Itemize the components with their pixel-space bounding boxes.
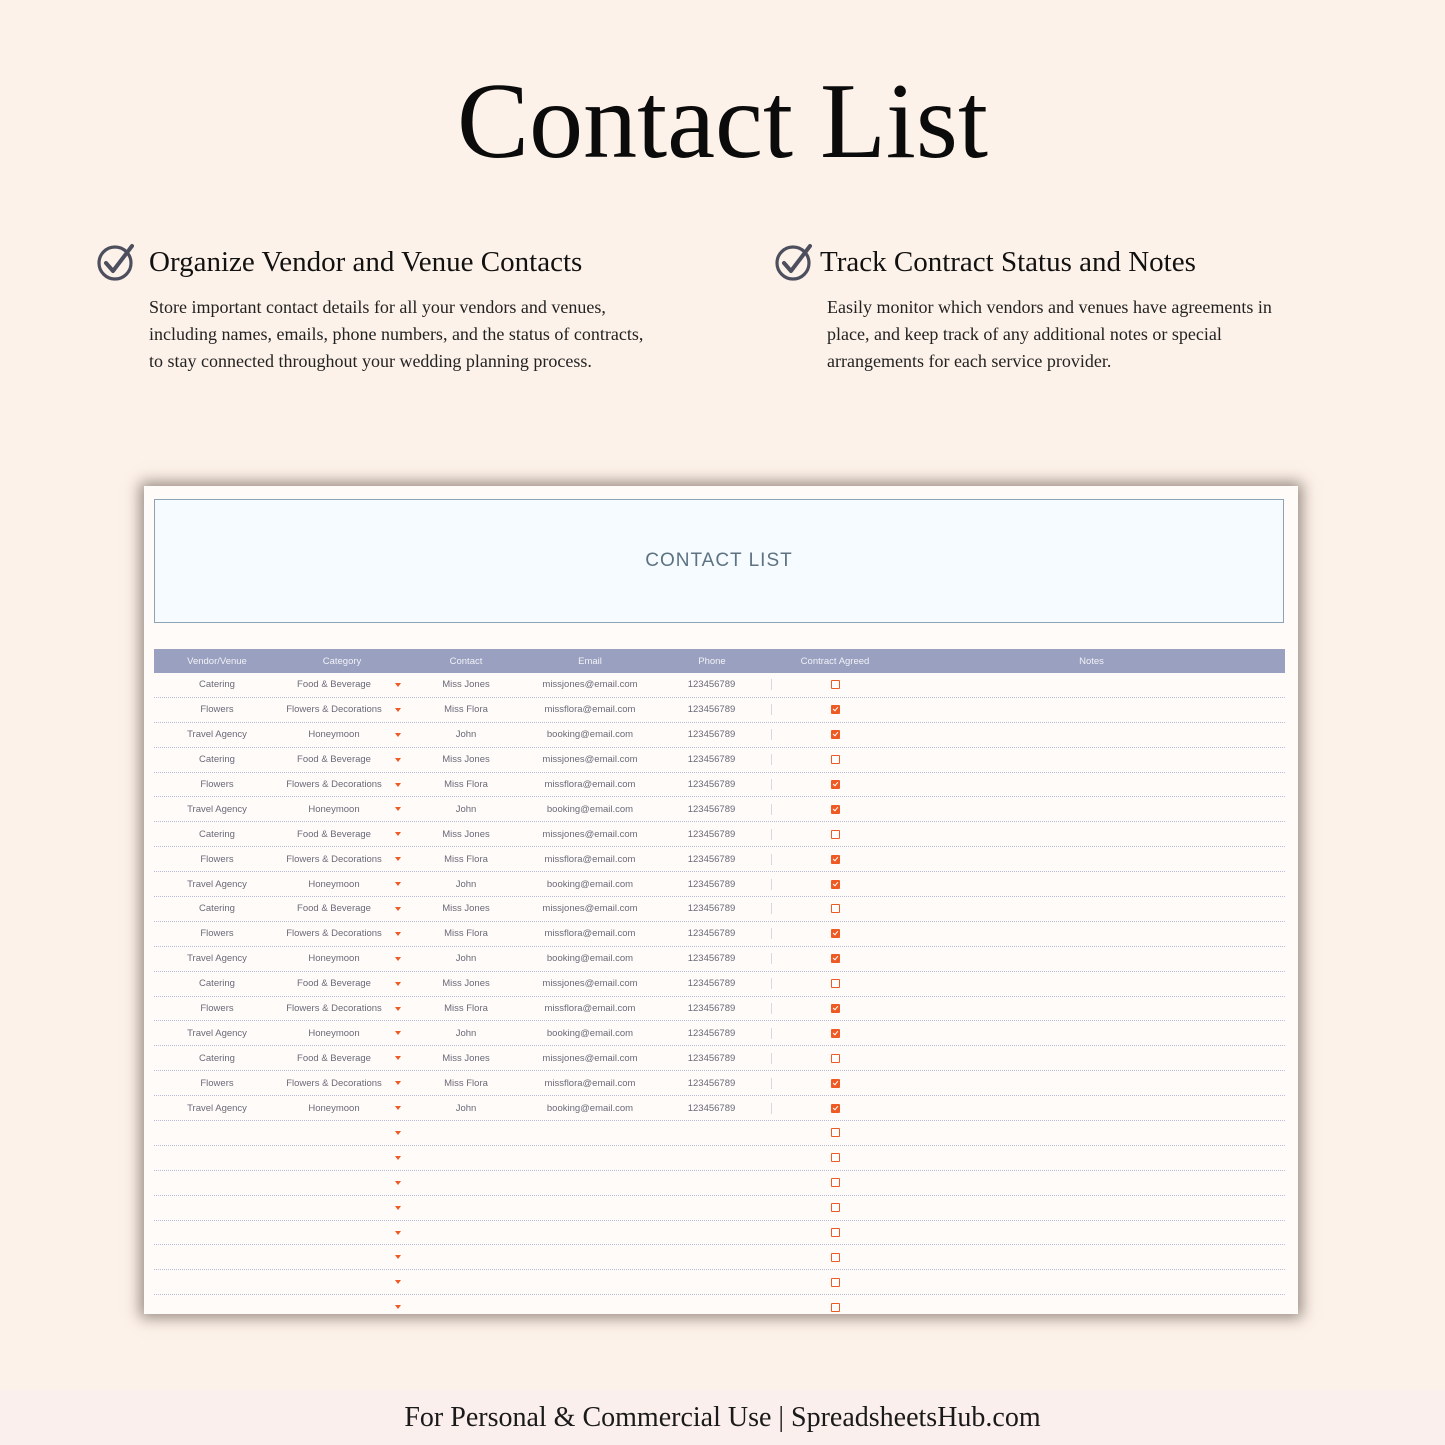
column-header-email[interactable]: Email xyxy=(578,655,602,667)
category-value: Flowers & Decorations xyxy=(286,1077,382,1089)
table-row xyxy=(154,1071,1285,1096)
vendor-cell[interactable]: Travel Agency xyxy=(187,1102,247,1114)
category-dropdown[interactable] xyxy=(280,903,404,914)
contract-agreed-cell xyxy=(772,1302,898,1313)
phone-cell[interactable]: 123456789 xyxy=(652,829,772,840)
phone-cell[interactable]: 123456789 xyxy=(652,978,772,989)
phone-cell[interactable]: 123456789 xyxy=(652,1053,772,1064)
contract-agreed-checkbox[interactable] xyxy=(831,705,840,714)
column-header-notes[interactable]: Notes xyxy=(1079,655,1104,667)
table-row xyxy=(154,723,1285,748)
phone-cell[interactable]: 123456789 xyxy=(652,779,772,790)
contract-agreed-checkbox[interactable] xyxy=(831,979,840,988)
check-circle-icon xyxy=(774,242,814,282)
category-value: Food & Beverage xyxy=(297,978,371,990)
table-row xyxy=(154,847,1285,872)
email-cell[interactable]: booking@email.com xyxy=(546,729,634,741)
contract-agreed-checkbox[interactable] xyxy=(831,780,840,789)
vendor-cell[interactable]: Catering xyxy=(199,754,235,766)
phone-cell[interactable]: 123456789 xyxy=(652,704,772,715)
contract-agreed-checkbox[interactable] xyxy=(831,1029,840,1038)
category-value: Food & Beverage xyxy=(297,754,371,766)
vendor-cell[interactable]: Catering xyxy=(199,828,235,840)
table-row xyxy=(154,922,1285,947)
contact-cell[interactable]: John xyxy=(455,1102,477,1114)
dropdown-arrow-icon[interactable] xyxy=(395,1106,401,1110)
contract-agreed-cell xyxy=(772,1028,898,1039)
category-dropdown[interactable] xyxy=(280,1127,404,1138)
contract-agreed-cell xyxy=(772,679,898,690)
dropdown-arrow-icon[interactable] xyxy=(395,683,401,687)
vendor-cell[interactable]: Flowers xyxy=(200,928,234,940)
category-dropdown[interactable] xyxy=(280,1078,404,1089)
contract-agreed-checkbox[interactable] xyxy=(831,929,840,938)
phone-cell[interactable]: 123456789 xyxy=(652,879,772,890)
table-row xyxy=(154,1295,1285,1314)
contract-agreed-checkbox[interactable] xyxy=(831,1153,840,1162)
category-dropdown[interactable] xyxy=(280,1053,404,1064)
email-cell[interactable]: missjones@email.com xyxy=(542,1052,638,1064)
contract-agreed-cell xyxy=(772,928,898,939)
dropdown-arrow-icon[interactable] xyxy=(395,932,401,936)
phone-cell[interactable]: 123456789 xyxy=(652,928,772,939)
category-dropdown[interactable] xyxy=(280,779,404,790)
contract-agreed-checkbox[interactable] xyxy=(831,1079,840,1088)
table-row xyxy=(154,698,1285,723)
dropdown-arrow-icon[interactable] xyxy=(395,758,401,762)
contract-agreed-cell xyxy=(772,754,898,765)
vendor-cell[interactable]: Catering xyxy=(199,1052,235,1064)
category-value: Flowers & Decorations xyxy=(286,704,382,716)
contract-agreed-cell xyxy=(772,704,898,715)
category-dropdown[interactable] xyxy=(280,1277,404,1288)
table-row xyxy=(154,1171,1285,1196)
contract-agreed-checkbox[interactable] xyxy=(831,904,840,913)
contract-agreed-cell xyxy=(772,879,898,890)
contract-agreed-cell xyxy=(772,1053,898,1064)
contract-agreed-checkbox[interactable] xyxy=(831,1253,840,1262)
email-cell[interactable]: missflora@email.com xyxy=(544,779,636,790)
table-row xyxy=(154,773,1285,798)
feature-track-contracts xyxy=(774,242,1334,382)
category-dropdown[interactable] xyxy=(280,704,404,715)
category-dropdown[interactable] xyxy=(280,1152,404,1163)
table-row xyxy=(154,748,1285,773)
dropdown-arrow-icon[interactable] xyxy=(395,907,401,911)
vendor-cell[interactable]: Catering xyxy=(199,978,235,990)
phone-cell[interactable]: 123456789 xyxy=(652,754,772,765)
contact-cell[interactable]: John xyxy=(455,1027,477,1039)
vendor-cell[interactable]: Travel Agency xyxy=(187,878,247,890)
contract-agreed-cell xyxy=(772,1003,898,1014)
table-row xyxy=(154,997,1285,1022)
contract-agreed-checkbox[interactable] xyxy=(831,1054,840,1063)
table-row xyxy=(154,1245,1285,1270)
category-dropdown[interactable] xyxy=(280,729,404,740)
dropdown-arrow-icon[interactable] xyxy=(395,1081,401,1085)
contact-cell[interactable]: Miss Flora xyxy=(444,1003,488,1015)
contact-cell[interactable]: Miss Flora xyxy=(444,928,488,940)
contract-agreed-cell xyxy=(772,1252,898,1263)
contact-cell[interactable]: Miss Jones xyxy=(442,1052,490,1064)
dropdown-arrow-icon[interactable] xyxy=(395,1206,401,1210)
table-row xyxy=(154,1146,1285,1171)
contract-agreed-cell xyxy=(772,829,898,840)
email-cell[interactable]: booking@email.com xyxy=(546,878,634,890)
dropdown-arrow-icon[interactable] xyxy=(395,783,401,787)
table-row xyxy=(154,1021,1285,1046)
contract-agreed-checkbox[interactable] xyxy=(831,830,840,839)
category-value: Flowers & Decorations xyxy=(286,1003,382,1015)
contract-agreed-cell xyxy=(772,978,898,989)
contract-agreed-cell xyxy=(772,854,898,865)
phone-cell[interactable]: 123456789 xyxy=(652,1028,772,1039)
category-dropdown[interactable] xyxy=(280,1202,404,1213)
phone-cell[interactable]: 123456789 xyxy=(652,1003,772,1014)
category-dropdown[interactable] xyxy=(280,928,404,939)
category-dropdown[interactable] xyxy=(280,754,404,765)
category-value: Flowers & Decorations xyxy=(286,928,382,940)
feature-organize-contacts xyxy=(96,242,656,412)
category-dropdown[interactable] xyxy=(280,1028,404,1039)
email-cell[interactable]: missjones@email.com xyxy=(542,754,638,766)
phone-cell[interactable]: 123456789 xyxy=(652,1078,772,1089)
contract-agreed-cell xyxy=(772,1127,898,1138)
vendor-cell[interactable]: Travel Agency xyxy=(187,1027,247,1039)
contract-agreed-cell xyxy=(772,1177,898,1188)
footer: For Personal & Commercial Use | SpreadsheetsHub.com xyxy=(0,1390,1445,1445)
table-row xyxy=(154,822,1285,847)
feature-description: Store important contact details for all your vendors and venues, including names, emails, phone numbers, and the status of contracts, to stay connected throughout your wedding planning process. xyxy=(149,297,644,371)
category-dropdown[interactable] xyxy=(280,1227,404,1238)
contract-agreed-cell xyxy=(772,1078,898,1089)
contract-agreed-checkbox[interactable] xyxy=(831,805,840,814)
phone-cell[interactable]: 123456789 xyxy=(652,804,772,815)
contract-agreed-checkbox[interactable] xyxy=(831,855,840,864)
table-row xyxy=(154,1196,1285,1221)
contract-agreed-cell xyxy=(772,1227,898,1238)
phone-cell[interactable]: 123456789 xyxy=(652,854,772,865)
contact-cell[interactable]: John xyxy=(455,803,477,815)
table-row xyxy=(154,897,1285,922)
category-dropdown[interactable] xyxy=(280,679,404,690)
dropdown-arrow-icon[interactable] xyxy=(395,1156,401,1160)
dropdown-arrow-icon[interactable] xyxy=(395,1131,401,1135)
phone-cell[interactable]: 123456789 xyxy=(652,729,772,740)
contract-agreed-checkbox[interactable] xyxy=(831,1203,840,1212)
contract-agreed-checkbox[interactable] xyxy=(831,1178,840,1187)
category-value: Food & Beverage xyxy=(297,1052,371,1064)
table-row xyxy=(154,947,1285,972)
email-cell[interactable]: missflora@email.com xyxy=(544,704,636,716)
contract-agreed-cell xyxy=(772,953,898,964)
category-value: Flowers & Decorations xyxy=(286,853,382,865)
category-value: Food & Beverage xyxy=(297,679,371,691)
contact-cell[interactable]: Miss Jones xyxy=(442,754,490,766)
vendor-cell[interactable]: Catering xyxy=(199,679,235,691)
table-header xyxy=(154,649,1285,673)
dropdown-arrow-icon[interactable] xyxy=(395,1305,401,1309)
email-cell[interactable]: booking@email.com xyxy=(546,953,634,965)
table-row xyxy=(154,1221,1285,1246)
contract-agreed-cell xyxy=(772,903,898,914)
dropdown-arrow-icon[interactable] xyxy=(395,982,401,986)
vendor-cell[interactable]: Travel Agency xyxy=(187,803,247,815)
contract-agreed-checkbox[interactable] xyxy=(831,730,840,739)
email-cell[interactable]: booking@email.com xyxy=(546,1027,634,1039)
vendor-cell[interactable]: Flowers xyxy=(200,1077,234,1089)
dropdown-arrow-icon[interactable] xyxy=(395,1255,401,1259)
contract-agreed-cell xyxy=(772,779,898,790)
contract-agreed-checkbox[interactable] xyxy=(831,1104,840,1113)
contact-cell[interactable]: Miss Jones xyxy=(442,679,490,691)
vendor-cell[interactable]: Travel Agency xyxy=(187,953,247,965)
table-row xyxy=(154,1270,1285,1295)
email-cell[interactable]: booking@email.com xyxy=(546,1102,634,1114)
contact-cell[interactable]: John xyxy=(455,729,477,741)
contract-agreed-checkbox[interactable] xyxy=(831,1303,840,1312)
phone-cell[interactable]: 123456789 xyxy=(652,903,772,914)
contract-agreed-cell xyxy=(772,1277,898,1288)
email-cell[interactable]: missjones@email.com xyxy=(542,978,638,990)
dropdown-arrow-icon[interactable] xyxy=(395,882,401,886)
contract-agreed-cell xyxy=(772,1103,898,1114)
dropdown-arrow-icon[interactable] xyxy=(395,1231,401,1235)
dropdown-arrow-icon[interactable] xyxy=(395,1007,401,1011)
email-cell[interactable]: booking@email.com xyxy=(546,803,634,815)
contract-agreed-cell xyxy=(772,729,898,740)
category-value: Honeymoon xyxy=(308,803,360,815)
email-cell[interactable]: missjones@email.com xyxy=(542,903,638,915)
category-dropdown[interactable] xyxy=(280,978,404,989)
email-cell[interactable]: missflora@email.com xyxy=(544,853,636,865)
phone-cell[interactable]: 123456789 xyxy=(652,1103,772,1114)
contract-agreed-checkbox[interactable] xyxy=(831,1228,840,1237)
category-dropdown[interactable] xyxy=(280,854,404,865)
column-header-phone[interactable]: Phone xyxy=(698,655,726,667)
feature-heading: Organize Vendor and Venue Contacts xyxy=(149,246,583,278)
dropdown-arrow-icon[interactable] xyxy=(395,1181,401,1185)
category-value: Flowers & Decorations xyxy=(286,779,382,790)
table-row xyxy=(154,1121,1285,1146)
contact-cell[interactable]: Miss Flora xyxy=(444,1077,488,1089)
category-dropdown[interactable] xyxy=(280,1003,404,1014)
contract-agreed-checkbox[interactable] xyxy=(831,680,840,689)
table-row xyxy=(154,972,1285,997)
table-row xyxy=(154,673,1285,698)
column-header-contract-agreed[interactable]: Contract Agreed xyxy=(800,655,870,667)
vendor-cell[interactable]: Flowers xyxy=(200,779,234,790)
contract-agreed-checkbox[interactable] xyxy=(831,880,840,889)
vendor-cell[interactable]: Flowers xyxy=(200,1003,234,1015)
dropdown-arrow-icon[interactable] xyxy=(395,807,401,811)
contact-cell[interactable]: Miss Flora xyxy=(444,704,488,716)
vendor-cell[interactable]: Catering xyxy=(199,903,235,915)
vendor-cell[interactable]: Travel Agency xyxy=(187,729,247,741)
contact-cell[interactable]: Miss Jones xyxy=(442,903,490,915)
contact-cell[interactable]: Miss Flora xyxy=(444,779,488,790)
category-dropdown[interactable] xyxy=(280,879,404,890)
category-dropdown[interactable] xyxy=(280,953,404,964)
spreadsheet-preview xyxy=(144,486,1298,1314)
email-cell[interactable]: missflora@email.com xyxy=(544,1003,636,1015)
contract-agreed-cell xyxy=(772,1202,898,1213)
contact-cell[interactable]: Miss Flora xyxy=(444,853,488,865)
email-cell[interactable]: missjones@email.com xyxy=(542,679,638,691)
category-value: Honeymoon xyxy=(308,1027,360,1039)
table-row xyxy=(154,872,1285,897)
dropdown-arrow-icon[interactable] xyxy=(395,1056,401,1060)
column-header-category[interactable]: Category xyxy=(322,655,362,667)
table-body xyxy=(154,673,1285,1314)
dropdown-arrow-icon[interactable] xyxy=(395,733,401,737)
category-value: Food & Beverage xyxy=(297,903,371,915)
vendor-cell[interactable]: Flowers xyxy=(200,853,234,865)
dropdown-arrow-icon[interactable] xyxy=(395,708,401,712)
category-value: Honeymoon xyxy=(308,729,360,741)
category-dropdown[interactable] xyxy=(280,1252,404,1263)
page-title: Contact List xyxy=(457,62,988,181)
contract-agreed-checkbox[interactable] xyxy=(831,755,840,764)
contact-cell[interactable]: John xyxy=(455,953,477,965)
sheet-banner xyxy=(154,499,1284,623)
feature-description: Easily monitor which vendors and venues have agreements in place, and keep track of any additional notes or special arrangements for each service provider. xyxy=(827,297,1272,371)
category-value: Honeymoon xyxy=(308,878,360,890)
contract-agreed-cell xyxy=(772,1152,898,1163)
check-circle-icon xyxy=(96,242,136,282)
table-row xyxy=(154,1096,1285,1121)
column-header-contact[interactable]: Contact xyxy=(449,655,483,667)
dropdown-arrow-icon[interactable] xyxy=(395,857,401,861)
contact-cell[interactable]: Miss Jones xyxy=(442,828,490,840)
dropdown-arrow-icon[interactable] xyxy=(395,1031,401,1035)
contact-cell[interactable]: John xyxy=(455,878,477,890)
contract-agreed-checkbox[interactable] xyxy=(831,954,840,963)
category-dropdown[interactable] xyxy=(280,1103,404,1114)
category-dropdown[interactable] xyxy=(280,1302,404,1313)
contract-agreed-checkbox[interactable] xyxy=(831,1278,840,1287)
contact-table xyxy=(154,649,1285,1314)
phone-cell[interactable]: 123456789 xyxy=(652,679,772,690)
table-row xyxy=(154,1046,1285,1071)
email-cell[interactable]: missjones@email.com xyxy=(542,828,638,840)
category-value: Food & Beverage xyxy=(297,828,371,840)
phone-cell[interactable]: 123456789 xyxy=(652,953,772,964)
contact-cell[interactable]: Miss Jones xyxy=(442,978,490,990)
feature-heading: Track Contract Status and Notes xyxy=(820,246,1196,278)
column-header-vendor[interactable]: Vendor/Venue xyxy=(187,655,247,667)
category-dropdown[interactable] xyxy=(280,829,404,840)
email-cell[interactable]: missflora@email.com xyxy=(544,1077,636,1089)
dropdown-arrow-icon[interactable] xyxy=(395,832,401,836)
table-row xyxy=(154,797,1285,822)
dropdown-arrow-icon[interactable] xyxy=(395,957,401,961)
vendor-cell[interactable]: Flowers xyxy=(200,704,234,716)
email-cell[interactable]: missflora@email.com xyxy=(544,928,636,940)
contract-agreed-checkbox[interactable] xyxy=(831,1128,840,1137)
contract-agreed-checkbox[interactable] xyxy=(831,1004,840,1013)
category-value: Honeymoon xyxy=(308,1102,360,1114)
sheet-title: CONTACT LIST xyxy=(645,550,793,571)
dropdown-arrow-icon[interactable] xyxy=(395,1280,401,1284)
contract-agreed-cell xyxy=(772,804,898,815)
category-value: Honeymoon xyxy=(308,953,360,965)
category-dropdown[interactable] xyxy=(280,804,404,815)
category-dropdown[interactable] xyxy=(280,1177,404,1188)
